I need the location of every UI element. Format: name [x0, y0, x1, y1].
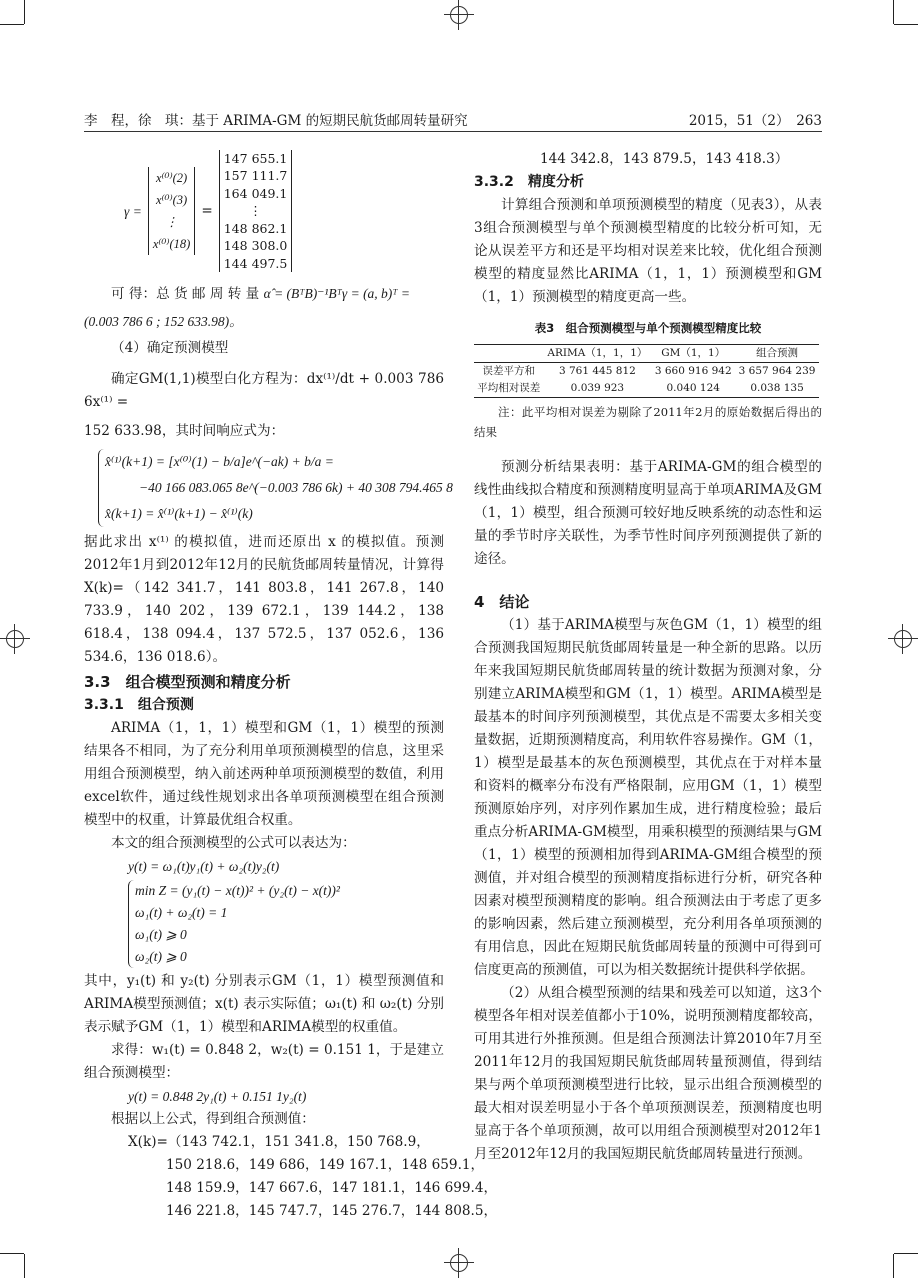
response-equations: x̂⁽¹⁾(k+1) = [x⁽⁰⁾(1) − b/a]e^(−ak) + b/a = −40 166 083.065 8e^(−0.003 786 6k) + 40 308 794.465 8 x̂(k+1) = x̂⁽¹⁾(k+1) − x̂⁽¹⁾(k): [98, 449, 444, 527]
crop-mark-br-v: [893, 1254, 894, 1278]
section-4-heading: 4 结论: [474, 593, 530, 611]
paragraph-conclusion-2: （2）从组合模型预测的结果和残差可以知道，这3个模型各年相对误差值都小于10%，说明预测精度都较高，可用其进行外推预测。但是组合预测法计算2010年7月至2011年12月的我国短期民航货邮周转量预测值，得到结果与两个单项预测模型进行比较，显示出组合预测模型的最大相对误差明显小于各个单项预测误差，预测精度也明显高于各个单项预测，故可以用组合预测模型对2012年1月至2012年12月的我国短期民航货邮周转量进行预测。: [474, 985, 822, 1162]
paragraph-results: 预测分析结果表明：基于ARIMA-GM的组合模型的线性曲线拟合精度和预测精度明显高于单项ARIMA及GM（1，1）模型，组合预测可较好地反映系统的动态性和运量的季节时序关联性，为季节性时间序列预测提供了新的途径。: [474, 459, 822, 567]
left-column: [84, 148, 498, 1223]
table-3: [474, 344, 819, 398]
registration-mark-left: [0, 624, 30, 654]
constraint-system: min Z = (y₁(t) − x(t))² + (y₂(t) − x(t))² ω₁(t) + ω₂(t) = 1 ω₁(t) ⩾ 0 ω₂(t) ⩾ 0: [128, 880, 444, 968]
combined-values-line-3: 148 159.9，147 667.6，147 181.1，146 699.4，: [166, 1180, 498, 1196]
crop-mark-tr-v: [893, 0, 894, 24]
paragraph-variables: 其中，y₁(t) 和 y₂(t) 分别表示GM（1，1）模型预测值和ARIMA模型预测值；x(t) 表示实际值；ω₁(t) 和 ω₂(t) 分别表示赋予GM（1，1）模型和ARIMA模型的权重值。: [84, 973, 444, 1035]
crop-mark-bl-v: [24, 1254, 25, 1278]
paragraph-formula-intro: 本文的组合预测模型的公式可以表达为：: [111, 835, 356, 851]
paragraph-combined-values: 根据以上公式，得到组合预测值：: [111, 1111, 315, 1127]
combined-values-line-4: 146 221.8，145 747.7，145 276.7，144 808.5，: [166, 1203, 498, 1219]
section-3-3-1-heading: 3.3.1 组合预测: [84, 697, 194, 713]
combined-values-line-1: X(k)=（143 742.1，151 341.8，150 768.9，: [128, 1134, 430, 1150]
crop-mark-br-h: [894, 1253, 918, 1254]
whitening-equation-cont: 152 633.98，其时间响应式为：: [84, 423, 285, 439]
result-line: 可 得：总 货 邮 周 转 量 α̂ = (BᵀB)⁻¹Bᵀγ = (a, b)ᵀ =: [111, 286, 411, 302]
result-values: (0.003 786 6 ; 152 633.98)。: [84, 314, 243, 329]
paragraph-simulation: 据此求出 x⁽¹⁾ 的模拟值，进而还原出 x 的模拟值。预测2012年1月到2012年12月的民航货邮周转量情况，计算得 X(k)=（142 341.7，141 803.8，141 267.8，140 733.9，140 202，139 672.1，139 144.2，138 618.4，138 094.4，137 572.5，137 052.6，136 534.6，136 018.6）。: [84, 534, 444, 665]
header-authors-title: 李 程，徐 琪：基于 ARIMA-GM 的短期民航货邮周转量研究: [84, 113, 468, 129]
crop-mark-bl-h: [0, 1253, 24, 1254]
right-column: [474, 148, 822, 1166]
step4-heading: （4）确定预测模型: [111, 340, 229, 356]
registration-mark-top: [444, 0, 474, 30]
paragraph-accuracy: 计算组合预测和单项预测模型的精度（见表3），从表3组合预测模型与单个预测模型精度的比较分析可知，无论从误差平方和还是平均相对误差来比较，优化组合预测模型的精度显然比ARIMA（1，1，1）预测模型和GM（1，1）预测模型的精度更高一些。: [474, 197, 822, 305]
combined-values-line-2: 150 218.6，149 686，149 167.1，148 659.1，: [166, 1157, 485, 1173]
paragraph-weights: 求得：w₁(t) = 0.848 2，w₂(t) = 0.151 1，于是建立组合预测模型：: [84, 1042, 444, 1081]
header-rule: [84, 131, 822, 132]
header-volume-page: 2015，51（2） 263: [688, 113, 822, 129]
paragraph-conclusion-1: （1）基于ARIMA模型与灰色GM（1，1）模型的组合预测我国短期民航货邮周转量是一种全新的思路。以历年来我国短期民航货邮周转量的统计数据为预测对象，分别建立ARIMA模型和GM（1，1）模型。ARIMA模型是最基本的时间序列预测模型，其优点是不需要太多相关变量数据，近期预测精度高，利用软件容易操作。GM（1，1）模型是最基本的灰色预测模型，其优点在于对样本量和资料的概率分布没有严格限制，应用GM（1，1）模型预测原始序列，对序列作累加生成，进行精度检验；最后重点分析ARIMA-GM模型，用乘积模型的预测结果与GM（1，1）模型的预测相加得到ARIMA-GM组合模型的预测值，并对组合模型的预测精度指标进行分析，研究各种因素对模型预测精度的影响。组合预测法由于考虑了更多的影响因素，然后建立预测模型，充分利用各单项预测的有用信息，因此在短期民航货邮周转量的预测中可得到可信度更高的预测值，可以为相关数据统计提供科学依据。: [474, 617, 822, 978]
combined-model-formula: y(t) = 0.848 2y₁(t) + 0.151 1y₂(t): [128, 1089, 307, 1104]
gamma-label: γ =: [124, 203, 142, 219]
gamma-equation: γ = x⁽⁰⁾(2) x⁽⁰⁾(3) ⋮ x⁽⁰⁾(18) = 147 655.1 157 111.7 164 049.1 ⋮ 148 862.1 148 308.0 144 497.5: [84, 148, 444, 274]
crop-mark-tr-h: [894, 24, 918, 25]
registration-mark-bottom: [444, 1248, 474, 1278]
gamma-values: 147 655.1 157 111.7 164 049.1 ⋮ 148 862.1 148 308.0 144 497.5: [219, 150, 293, 273]
combined-values-line-5: 144 342.8，143 879.5，143 418.3）: [540, 151, 789, 167]
table-row: 平均相对误差 0.039 923 0.040 124 0.038 135: [474, 380, 819, 398]
section-3-3-heading: 3.3 组合模型预测和精度分析: [84, 673, 291, 691]
section-3-3-2-heading: 3.3.2 精度分析: [474, 174, 584, 190]
table-row: 误差平方和 3 761 445 812 3 660 916 942 3 657 964 239: [482, 365, 816, 377]
crop-mark-tl-v: [24, 0, 25, 24]
whitening-equation: 确定GM(1,1)模型白化方程为：dx⁽¹⁾/dt + 0.003 786 6x⁽¹⁾ =: [84, 371, 444, 410]
gamma-vector: x⁽⁰⁾(2) x⁽⁰⁾(3) ⋮ x⁽⁰⁾(18): [148, 167, 196, 255]
table-3-caption: 表3 组合预测模型与单个预测模型精度比较: [534, 321, 762, 335]
combination-formula: y(t) = ω₁(t)y₁(t) + ω₂(t)y₂(t): [128, 859, 280, 874]
paragraph-combination: ARIMA（1，1，1）模型和GM（1，1）模型的预测结果各不相同，为了充分利用单项预测模型的信息，这里采用组合预测模型，纳入前述两种单项预测模型的数值，利用excel软件，通过线性规划求出各单项预测模型在组合预测模型中的权重，计算最优组合权重。: [84, 720, 444, 828]
table-header-row: ARIMA（1，1，1） GM（1，1） 组合预测: [474, 345, 819, 363]
crop-mark-tl-h: [0, 24, 24, 25]
registration-mark-right: [888, 624, 918, 654]
table-3-note: 注：此平均相对误差为剔除了2011年2月的原始数据后得出的结果: [474, 405, 822, 439]
